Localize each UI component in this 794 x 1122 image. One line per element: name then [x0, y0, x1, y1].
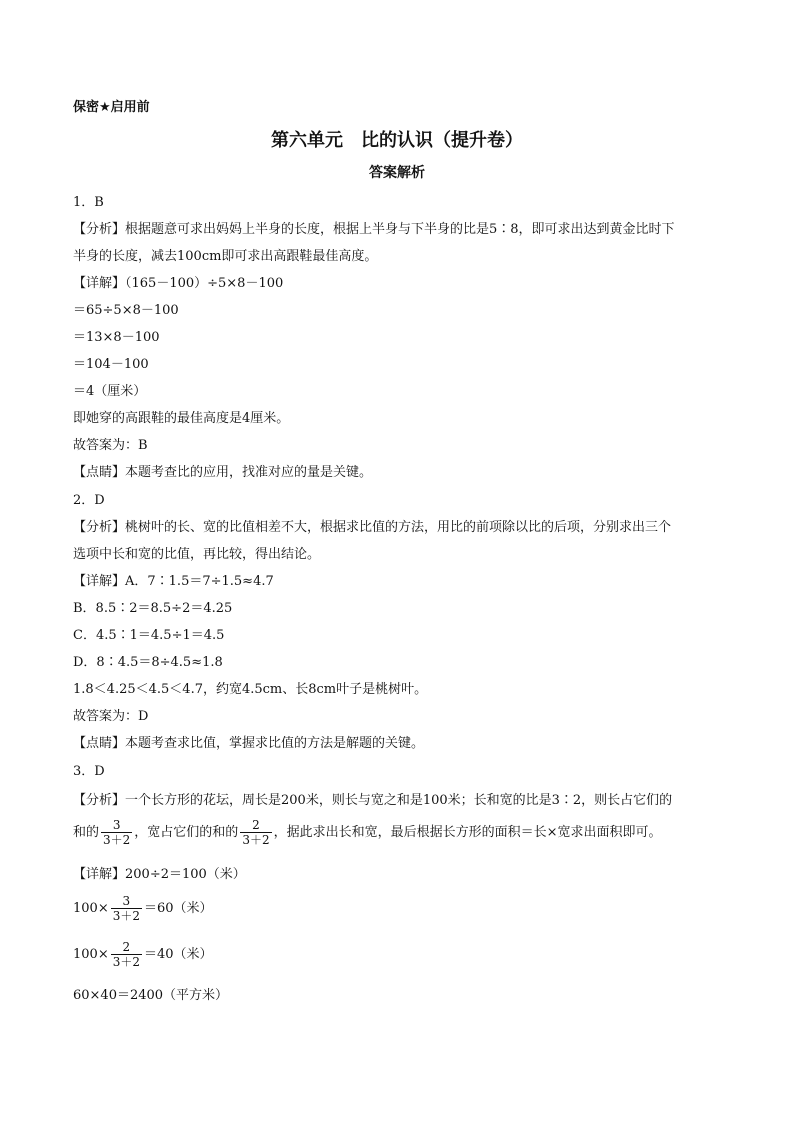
text-segment: ，据此求出长和宽，最后根据长方形的面积＝长×宽求出面积即可。: [273, 825, 662, 840]
fraction: [111, 940, 142, 969]
text-segment: ＝60（米）: [144, 901, 213, 916]
solution-step: B．8.5∶2＝8.5÷2＝4.25: [73, 601, 233, 616]
page-subtitle: 答案解析: [369, 165, 425, 181]
fraction-denominator: 3＋2: [112, 955, 140, 969]
solution-text: 【详解】A．7∶1.5＝7÷1.5≈4.7: [73, 574, 274, 589]
question-2-answer: 2．D: [73, 493, 105, 508]
answer-text: 故答案为：B: [73, 438, 148, 453]
question-1-answer: 1．B: [73, 195, 104, 210]
comment-text: 【点睛】本题考查求比值，掌握求比值的方法是解题的关键。: [73, 736, 425, 751]
solution-step: 60×40＝2400（平方米）: [73, 988, 229, 1003]
fraction-numerator: 3: [112, 818, 121, 832]
fraction-denominator: 3＋2: [112, 909, 140, 923]
solution-text: 【详解】（165－100）÷5×8－100: [73, 276, 284, 291]
fraction-numerator: 2: [122, 940, 131, 954]
analysis-text: 【分析】桃树叶的长、宽的比值相差不大，根据求比值的方法，用比的前项除以比的后项，分别求出三个: [73, 520, 672, 535]
solution-fraction-line: [73, 940, 213, 969]
fraction-numerator: 3: [122, 894, 131, 908]
question-3-answer: 3．D: [73, 764, 105, 779]
analysis-text: 【分析】根据题意可求出妈妈上半身的长度，根据上半身与下半身的比是5∶8，即可求出达到黄金比时下: [73, 222, 675, 237]
text-segment: 100×: [73, 901, 109, 916]
fraction: [101, 818, 132, 847]
analysis-text: 选项中长和宽的比值，再比较，得出结论。: [73, 547, 321, 562]
conclusion-text: 即她穿的高跟鞋的最佳高度是4厘米。: [73, 411, 290, 426]
solution-step: ＝13×8－100: [73, 330, 160, 345]
solution-step: ＝104－100: [73, 357, 149, 372]
solution-step: ＝65÷5×8－100: [73, 303, 179, 318]
solution-step: D．8∶4.5＝8÷4.5≈1.8: [73, 655, 223, 670]
fraction-denominator: 3＋2: [242, 833, 270, 847]
analysis-fraction-line: [73, 818, 662, 847]
confidential-label: 保密★启用前: [73, 100, 150, 115]
solution-fraction-line: [73, 894, 213, 923]
text-segment: ＝40（米）: [144, 947, 213, 962]
solution-step: ＝4（厘米）: [73, 384, 147, 399]
fraction: [240, 818, 271, 847]
fraction-denominator: 3＋2: [103, 833, 131, 847]
comment-text: 【点睛】本题考查比的应用，找准对应的量是关键。: [73, 465, 373, 480]
fraction: [111, 894, 142, 923]
page-title: 第六单元 比的认识（提升卷）: [271, 130, 523, 151]
fraction-numerator: 2: [252, 818, 260, 832]
text-segment: 和的: [73, 825, 100, 840]
solution-step: C．4.5∶1＝4.5÷1＝4.5: [73, 628, 225, 643]
conclusion-text: 1.8＜4.25＜4.5＜4.7，约宽4.5cm、长8cm叶子是桃树叶。: [73, 682, 428, 697]
solution-text: 【详解】200÷2＝100（米）: [73, 867, 246, 882]
answer-text: 故答案为：D: [73, 709, 149, 724]
text-segment: ，宽占它们的和的: [134, 825, 239, 840]
text-segment: 100×: [73, 947, 109, 962]
analysis-text: 半身的长度，减去100cm即可求出高跟鞋最佳高度。: [73, 249, 378, 264]
analysis-text: 【分析】一个长方形的花坛，周长是200米，则长与宽之和是100米；长和宽的比是3∶2，则长占它们的: [73, 793, 673, 808]
